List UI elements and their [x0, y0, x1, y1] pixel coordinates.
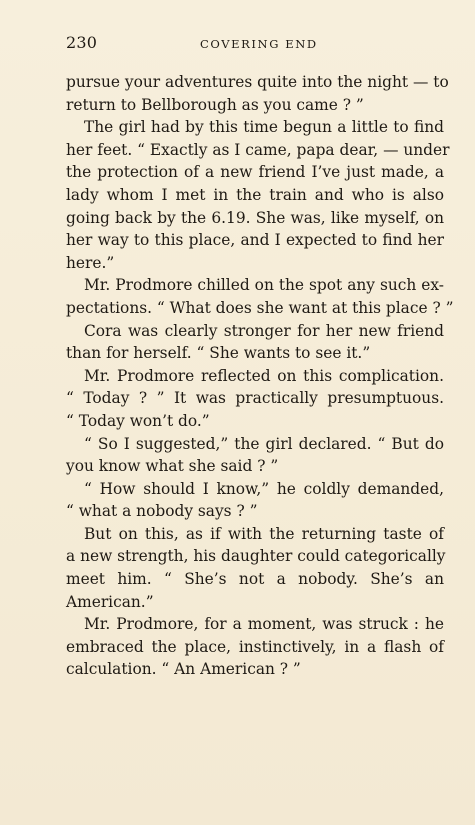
text-line: going back by the 6.19. She was, like myself, on	[66, 208, 444, 227]
text-line: here.”	[66, 253, 115, 272]
body-text	[66, 71, 454, 681]
text-line: her way to this place, and I expected to find her	[66, 231, 444, 250]
text-line: American.”	[66, 592, 154, 611]
text-line: pectations. “ What does she want at this place ? ”	[66, 298, 454, 317]
text-line: But on this, as if with the returning taste of	[84, 524, 444, 543]
text-line: embraced the place, instinctively, in a flash of	[66, 637, 444, 656]
text-line: pursue your adventures quite into the night — to	[66, 73, 449, 91]
paragraph	[66, 613, 444, 681]
paragraph	[66, 71, 449, 116]
text-line: Mr. Prodmore chilled on the spot any such ex-	[84, 276, 444, 295]
text-line: meet him. “ She’s not a nobody. She’s an	[66, 570, 444, 589]
text-line: lady whom I met in the train and who is also	[66, 185, 444, 204]
paragraph	[66, 478, 444, 523]
text-line: than for herself. “ She wants to see it.”	[66, 344, 371, 363]
page-number: 230	[66, 33, 98, 52]
text-line: “ Today won’t do.”	[66, 411, 210, 430]
paragraph	[66, 523, 444, 613]
text-line: Mr. Prodmore reflected on this complication.	[84, 366, 444, 385]
running-head: COVERING END	[200, 37, 318, 51]
text-line: a new strength, his daughter could categorically	[66, 547, 446, 566]
text-line: “ what a nobody says ? ”	[66, 502, 258, 521]
text-line: return to Bellborough as you came ? ”	[66, 95, 364, 114]
paragraph	[66, 320, 444, 365]
text-line: “ So I suggested,” the girl declared. “ But do	[84, 434, 444, 453]
text-line: Mr. Prodmore, for a moment, was struck : he	[84, 615, 444, 634]
page-header	[66, 33, 444, 55]
text-line: Cora was clearly stronger for her new friend	[84, 321, 444, 340]
text-line: The girl had by this time begun a little to find	[84, 118, 444, 137]
paragraph	[66, 433, 444, 478]
paragraph	[66, 116, 450, 274]
paragraph	[66, 274, 454, 319]
text-line: her feet. “ Exactly as I came, papa dear, — under	[66, 140, 450, 159]
text-line: the protection of a new friend I’ve just made, a	[66, 163, 444, 182]
text-line: “ How should I know,” he coldly demanded,	[84, 479, 444, 498]
text-line: “ Today ? ” It was practically presumptuous.	[66, 389, 444, 408]
text-line: you know what she said ? ”	[66, 457, 279, 476]
paragraph	[66, 365, 444, 433]
text-line: calculation. “ An American ? ”	[66, 660, 301, 679]
